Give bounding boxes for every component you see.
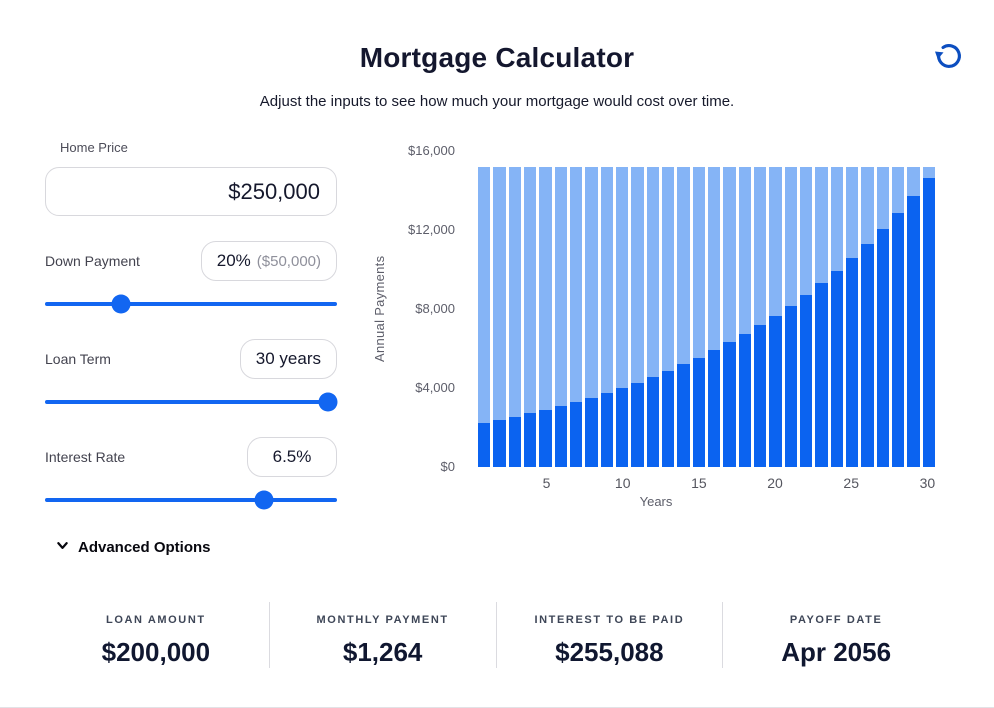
bar-year-30 bbox=[923, 151, 935, 467]
down-payment-slider[interactable] bbox=[45, 294, 337, 314]
principal-segment bbox=[601, 393, 613, 467]
bar-year-3 bbox=[509, 151, 521, 467]
interest-rate-label: Interest Rate bbox=[45, 449, 126, 465]
interest-segment bbox=[785, 167, 797, 305]
interest-segment bbox=[524, 167, 536, 413]
down-payment-row bbox=[45, 241, 337, 281]
bar-year-29 bbox=[907, 151, 919, 467]
interest-segment bbox=[509, 167, 521, 416]
principal-segment bbox=[723, 342, 735, 467]
x-tick-label: 10 bbox=[614, 475, 631, 491]
stat-label: MONTHLY PAYMENT bbox=[316, 614, 449, 626]
interest-segment bbox=[800, 167, 812, 294]
bar-year-16 bbox=[708, 151, 720, 467]
slider-thumb[interactable] bbox=[255, 491, 274, 510]
interest-segment bbox=[677, 167, 689, 364]
x-tick-label: 25 bbox=[843, 475, 859, 491]
bar-year-18 bbox=[739, 151, 751, 467]
interest-segment bbox=[585, 167, 597, 397]
interest-segment bbox=[647, 167, 659, 377]
slider-track[interactable] bbox=[45, 302, 337, 306]
interest-segment bbox=[754, 167, 766, 325]
principal-segment bbox=[616, 388, 628, 467]
down-payment-amount: ($50,000) bbox=[256, 252, 321, 270]
advanced-options-toggle[interactable] bbox=[56, 539, 211, 556]
home-price-label: Home Price bbox=[60, 140, 128, 155]
bar-year-21 bbox=[785, 151, 797, 467]
interest-segment bbox=[616, 167, 628, 387]
bar-year-11 bbox=[631, 151, 643, 467]
interest-segment bbox=[769, 167, 781, 315]
header bbox=[0, 0, 994, 110]
bar-year-15 bbox=[693, 151, 705, 467]
interest-segment bbox=[493, 167, 505, 420]
y-tick-label: $8,000 bbox=[415, 301, 455, 316]
interest-segment bbox=[631, 167, 643, 382]
stat-label: LOAN AMOUNT bbox=[106, 614, 206, 626]
interest-segment bbox=[739, 167, 751, 334]
advanced-options-label: Advanced Options bbox=[78, 539, 211, 556]
stat-monthly-payment bbox=[269, 602, 496, 668]
bar-year-14 bbox=[677, 151, 689, 467]
interest-segment bbox=[708, 167, 720, 350]
principal-segment bbox=[555, 406, 567, 467]
page-subtitle: Adjust the inputs to see how much your mortgage would cost over time. bbox=[259, 93, 735, 110]
loan-term-input[interactable] bbox=[240, 339, 337, 379]
y-tick-label: $4,000 bbox=[415, 380, 455, 395]
bar-year-8 bbox=[585, 151, 597, 467]
principal-segment bbox=[907, 196, 919, 467]
principal-segment bbox=[509, 417, 521, 467]
stat-value: $1,264 bbox=[342, 637, 423, 667]
stat-label: INTEREST TO BE PAID bbox=[534, 614, 685, 626]
bar-year-10 bbox=[616, 151, 628, 467]
loan-term-label: Loan Term bbox=[45, 351, 111, 367]
x-tick-label: 20 bbox=[767, 475, 783, 491]
home-price-input[interactable] bbox=[45, 167, 337, 216]
interest-rate-value: 6.5% bbox=[272, 447, 312, 466]
stat-value: Apr 2056 bbox=[781, 637, 892, 667]
interest-segment bbox=[923, 167, 935, 177]
loan-term-row bbox=[45, 339, 337, 379]
principal-segment bbox=[846, 258, 858, 467]
interest-rate-slider[interactable] bbox=[45, 490, 337, 510]
x-tick-label: 5 bbox=[542, 475, 551, 491]
principal-segment bbox=[662, 371, 674, 467]
bar-year-7 bbox=[570, 151, 582, 467]
principal-segment bbox=[570, 402, 582, 467]
stat-label: PAYOFF DATE bbox=[789, 614, 883, 626]
bar-year-22 bbox=[800, 151, 812, 467]
principal-segment bbox=[831, 271, 843, 467]
bar-year-13 bbox=[662, 151, 674, 467]
x-tick-label: 15 bbox=[691, 475, 707, 491]
bar-year-19 bbox=[754, 151, 766, 467]
principal-segment bbox=[815, 283, 827, 467]
chevron-down-icon bbox=[56, 539, 69, 556]
interest-segment bbox=[478, 167, 490, 422]
main-content bbox=[0, 140, 994, 556]
loan-term-slider[interactable] bbox=[45, 392, 337, 412]
interest-segment bbox=[831, 167, 843, 271]
principal-segment bbox=[892, 213, 904, 467]
interest-segment bbox=[723, 167, 735, 342]
bar-year-1 bbox=[478, 151, 490, 467]
loan-term-value: 30 years bbox=[255, 349, 321, 368]
interest-segment bbox=[601, 167, 613, 392]
bar-year-9 bbox=[601, 151, 613, 467]
interest-segment bbox=[570, 167, 582, 401]
bar-year-2 bbox=[493, 151, 505, 467]
reset-icon bbox=[934, 41, 964, 74]
interest-segment bbox=[907, 167, 919, 195]
summary-stats bbox=[43, 602, 949, 668]
stat-value: $255,088 bbox=[555, 637, 664, 667]
principal-segment bbox=[877, 229, 889, 467]
principal-segment bbox=[708, 350, 720, 467]
interest-segment bbox=[892, 167, 904, 213]
slider-thumb[interactable] bbox=[111, 295, 130, 314]
interest-rate-input[interactable] bbox=[247, 437, 337, 477]
bar-year-4 bbox=[524, 151, 536, 467]
reset-button[interactable] bbox=[932, 40, 966, 74]
slider-thumb[interactable] bbox=[319, 393, 338, 412]
down-payment-label: Down Payment bbox=[45, 253, 140, 269]
y-tick-label: $16,000 bbox=[408, 143, 455, 158]
stat-payoff-date bbox=[722, 602, 949, 668]
stat-interest-to-be-paid bbox=[496, 602, 723, 668]
interest-segment bbox=[555, 167, 567, 406]
interest-segment bbox=[693, 167, 705, 357]
bar-year-24 bbox=[831, 151, 843, 467]
bar-year-17 bbox=[723, 151, 735, 467]
principal-segment bbox=[585, 398, 597, 468]
y-axis-title: Annual Payments bbox=[372, 255, 387, 363]
principal-segment bbox=[769, 316, 781, 467]
principal-segment bbox=[923, 178, 935, 467]
principal-segment bbox=[785, 306, 797, 467]
principal-segment bbox=[677, 364, 689, 467]
principal-segment bbox=[524, 413, 536, 467]
down-payment-input[interactable] bbox=[201, 241, 337, 281]
bar-year-20 bbox=[769, 151, 781, 467]
principal-segment bbox=[861, 244, 873, 467]
principal-segment bbox=[647, 377, 659, 467]
interest-segment bbox=[539, 167, 551, 409]
stat-loan-amount bbox=[43, 602, 269, 668]
chart-plot bbox=[478, 151, 935, 467]
x-axis-ticks bbox=[478, 467, 935, 491]
x-tick-label: 30 bbox=[919, 475, 936, 491]
y-axis-labels bbox=[370, 143, 455, 474]
y-tick-label: $0 bbox=[440, 459, 455, 474]
page-title: Mortgage Calculator bbox=[359, 42, 635, 73]
home-price-field bbox=[45, 140, 337, 216]
principal-segment bbox=[539, 410, 551, 467]
interest-segment bbox=[861, 167, 873, 243]
interest-rate-row bbox=[45, 437, 337, 477]
bar-year-25 bbox=[846, 151, 858, 467]
y-tick-label: $12,000 bbox=[408, 222, 455, 237]
principal-segment bbox=[493, 420, 505, 467]
down-payment-value: 20% bbox=[216, 251, 251, 270]
bar-year-12 bbox=[647, 151, 659, 467]
principal-segment bbox=[631, 383, 643, 467]
interest-segment bbox=[815, 167, 827, 283]
principal-segment bbox=[800, 295, 812, 467]
stat-value: $200,000 bbox=[101, 637, 211, 667]
principal-segment bbox=[693, 358, 705, 467]
bar-year-23 bbox=[815, 151, 827, 467]
interest-segment bbox=[877, 167, 889, 228]
controls-panel bbox=[45, 140, 337, 556]
principal-segment bbox=[739, 334, 751, 467]
principal-segment bbox=[478, 423, 490, 467]
slider-track[interactable] bbox=[45, 498, 337, 502]
slider-track[interactable] bbox=[45, 400, 337, 404]
interest-segment bbox=[662, 167, 674, 371]
bar-year-5 bbox=[539, 151, 551, 467]
x-axis-title: Years bbox=[639, 494, 673, 509]
interest-segment bbox=[846, 167, 858, 257]
payments-chart bbox=[370, 143, 942, 509]
bar-year-27 bbox=[877, 151, 889, 467]
bar-year-6 bbox=[555, 151, 567, 467]
bar-year-28 bbox=[892, 151, 904, 467]
principal-segment bbox=[754, 325, 766, 467]
bar-year-26 bbox=[861, 151, 873, 467]
